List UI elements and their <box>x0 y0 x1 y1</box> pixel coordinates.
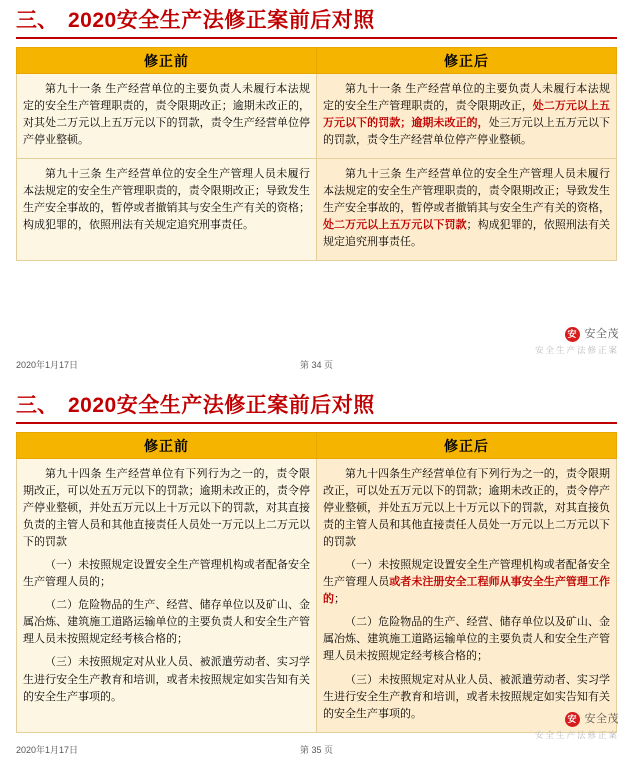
text-run: 第九十三条 生产经营单位的安全生产管理人员未履行本法规定的安全生产管理职责的，责令限期改正；导致发生生产安全事故的，暂停或者撤销其与安全生产有关的资格；构成犯罪的，依照刑法有关规定追究刑事责任。 <box>23 168 310 232</box>
text-run: （一）未按照规定设置安全生产管理机构或者配备安全生产管理人员的； <box>23 559 310 589</box>
paragraph <box>323 81 610 149</box>
page-title <box>12 395 621 416</box>
column-header-before: 修正前 <box>17 48 317 74</box>
cell-after-article-93 <box>317 159 617 261</box>
table-header-row <box>17 433 617 459</box>
column-header-after: 修正后 <box>317 48 617 74</box>
paragraph <box>23 166 310 234</box>
watermark-subtitle: 安全生产法修正案 <box>534 345 619 356</box>
page-title <box>12 10 621 31</box>
paragraph <box>323 466 610 551</box>
comparison-table-1 <box>16 47 617 261</box>
watermark-name: 安全茂 <box>584 712 619 725</box>
cell-before-article-93 <box>17 159 317 261</box>
title-divider <box>16 37 617 39</box>
watermark-name: 安全茂 <box>584 327 619 340</box>
watermark <box>535 712 619 742</box>
cell-before-article-91 <box>17 74 317 159</box>
text-run-highlight: 处二万元以上五万元以下罚款 <box>323 219 467 232</box>
paragraph <box>23 654 310 705</box>
footer-date: 2020年1月17日 <box>16 360 79 370</box>
paragraph <box>23 81 310 149</box>
paragraph <box>323 614 610 665</box>
text-run: （二）危险物品的生产、经营、储存单位以及矿山、金属冶炼、建筑施工道路运输单位的主要负责人和安全生产管理人员未按照规定经考核合格的； <box>23 599 310 646</box>
page-title-number: 三、 <box>16 394 58 417</box>
text-run: （三）未按照规定对从业人员、被派遣劳动者、实习学生进行安全生产教育和培训，或者未按照规定如实告知有关的安全生产事项的。 <box>23 656 310 703</box>
paragraph <box>23 557 310 591</box>
cell-after-article-94 <box>317 459 617 733</box>
text-run: 处三万元以上五万元以下的罚款，责令生产经营单位停产停业整顿。 <box>323 117 611 147</box>
watermark-subtitle: 安全生产法修正案 <box>534 730 619 741</box>
text-run: ；构成犯罪的，依照刑法有关规定追究刑事责任。 <box>323 219 611 249</box>
paragraph <box>23 597 310 648</box>
text-run: （一）未按照规定设置安全生产管理机构或者配备安全生产管理人员 <box>323 559 610 589</box>
text-run: 第九十三条 生产经营单位的安全生产管理人员未履行本法规定的安全生产管理职责的，责令限期改正；导致发生生产安全事故的，暂停或者撤销其与安全生产有关的资格， <box>323 168 610 215</box>
text-run-highlight: 或者未注册安全工程师从事安全生产管理工作的 <box>323 576 611 606</box>
watermark-badge-icon: 安 <box>565 327 580 342</box>
column-header-after: 修正后 <box>317 433 617 459</box>
cell-after-article-91 <box>317 74 617 159</box>
text-run: 第九十四条 生产经营单位有下列行为之一的，责令限期改正，可以处五万元以下的罚款；逾期未改正的，责令停产停业整顿，并处五万元以上十万元以下的罚款，对其直接负责的主管人员和其他直接责任人员处一万元以上二万元以下的罚款 <box>23 468 310 549</box>
watermark-badge-icon: 安 <box>565 712 580 727</box>
text-run: ； <box>334 593 345 606</box>
slide-footer <box>0 358 633 371</box>
footer-page-number: 第 35 页 <box>299 745 333 755</box>
page-title-text: 2020安全生产法修正案前后对照 <box>68 394 375 417</box>
watermark <box>535 327 619 357</box>
text-run: 第九十四条生产经营单位有下列行为之一的，责令限期改正，可以处五万元以下的罚款；逾期未改正的，责令停产停业整顿，并处五万元以上十万元以下的罚款，对其直接负责的主管人员和其他直接责任人员处一万元以上二万元以下的罚款 <box>323 468 610 549</box>
text-run: 第九十一条 生产经营单位的主要负责人未履行本法规定的安全生产管理职责的，责令限期改正， <box>323 83 610 113</box>
text-run: （二）危险物品的生产、经营、储存单位以及矿山、金属冶炼、建筑施工道路运输单位的主要负责人和安全生产管理人员未按照规定经考核合格的； <box>323 616 610 663</box>
text-run-highlight: 处二万元以上五万元以下的罚款；逾期未改正的， <box>323 100 611 130</box>
comparison-table-2 <box>16 432 617 733</box>
paragraph <box>323 166 610 251</box>
paragraph <box>323 557 610 608</box>
table-row <box>17 159 617 261</box>
column-header-before: 修正前 <box>17 433 317 459</box>
footer-date: 2020年1月17日 <box>16 745 79 755</box>
text-run: （三）未按照规定对从业人员、被派遣劳动者、实习学生进行安全生产教育和培训，或者未按照规定如实告知有关的安全生产事项的。 <box>323 673 610 720</box>
footer-page-number: 第 34 页 <box>299 360 333 370</box>
text-run: 第九十一条 生产经营单位的主要负责人未履行本法规定的安全生产管理职责的，责令限期改正；逾期未改正的，对其处二万元以上五万元以下的罚款，责令生产经营单位停产停业整顿。 <box>23 83 310 147</box>
table-row <box>17 74 617 159</box>
table-row <box>17 459 617 733</box>
paragraph <box>23 466 310 551</box>
title-divider <box>16 422 617 424</box>
table-header-row <box>17 48 617 74</box>
page-title-number: 三、 <box>16 9 58 32</box>
slide-page-35 <box>0 385 633 770</box>
slide-footer <box>0 743 633 756</box>
page-title-text: 2020安全生产法修正案前后对照 <box>68 9 375 32</box>
cell-before-article-94 <box>17 459 317 733</box>
